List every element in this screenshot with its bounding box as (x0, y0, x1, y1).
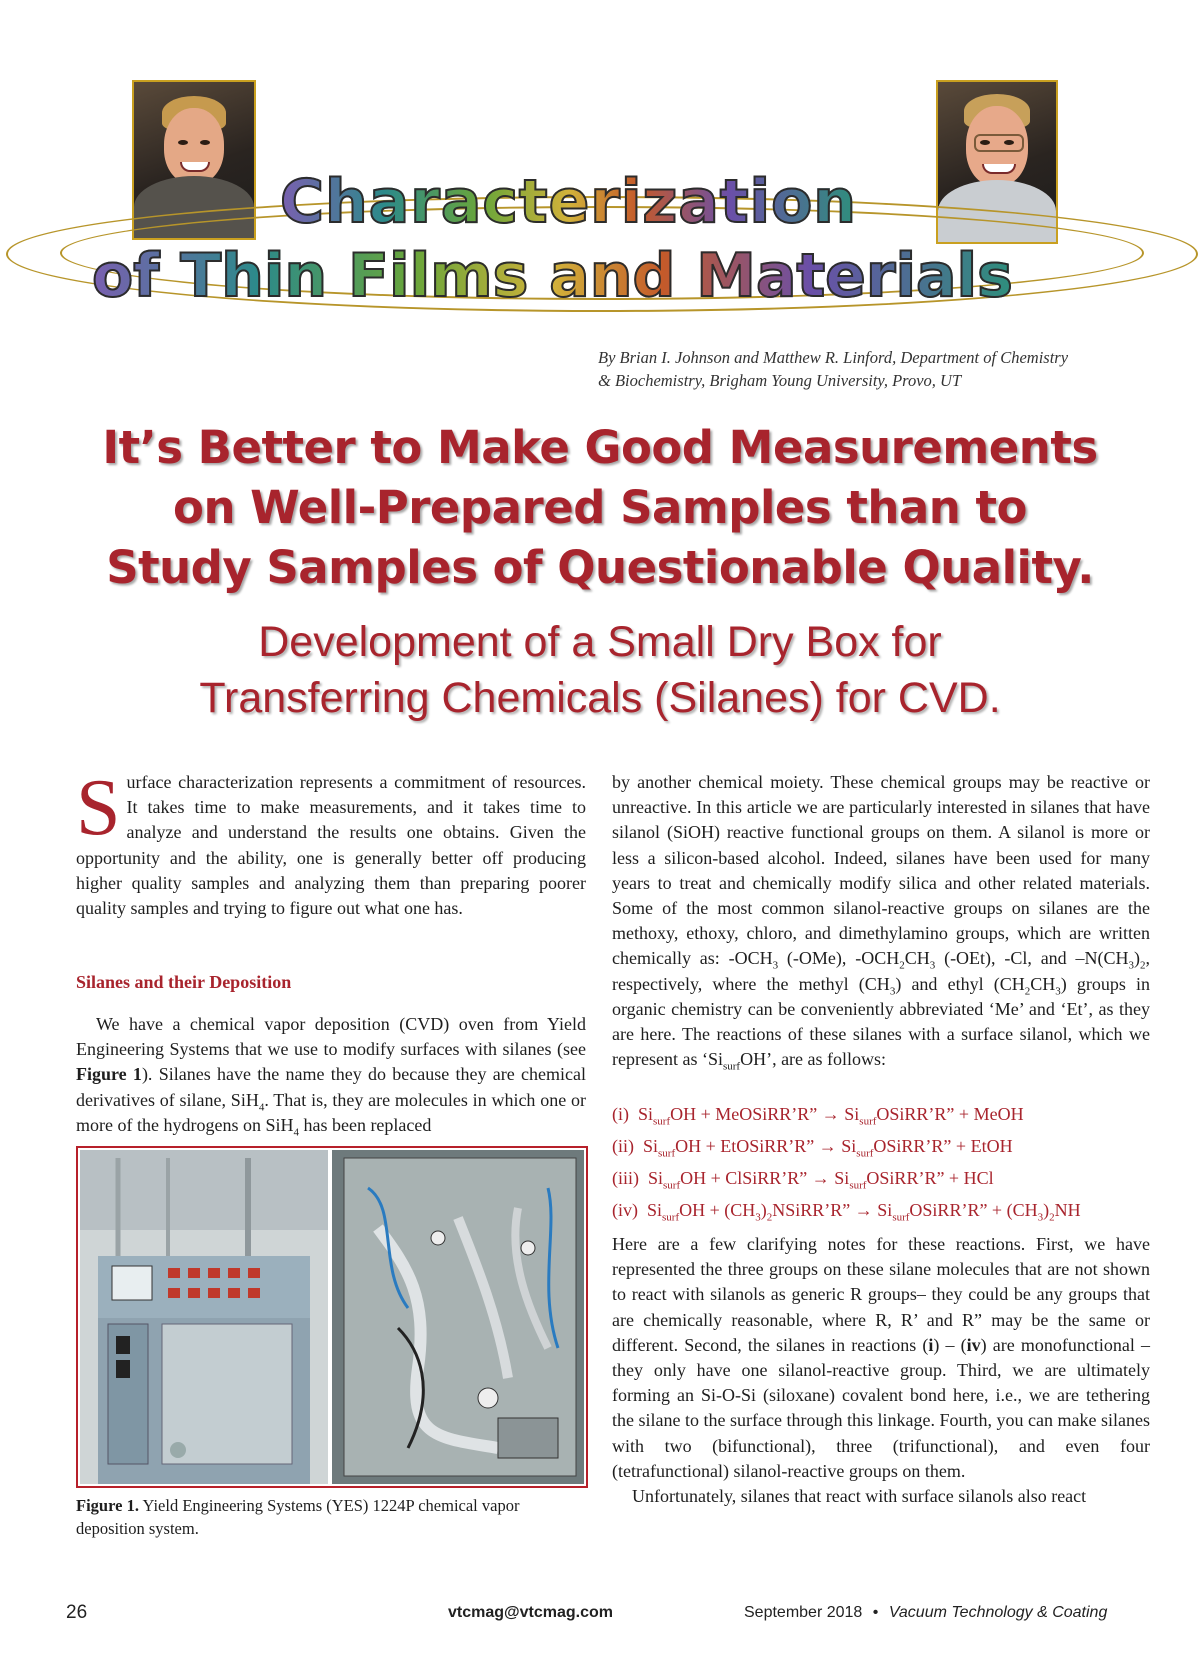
section-heading: Silanes and their Deposition (76, 972, 292, 992)
footer-bullet: • (872, 1604, 879, 1621)
subscript: surf (658, 1147, 676, 1160)
byline-line-1: By Brian I. Johnson and Matthew R. Linford, Department of Chemistry (598, 348, 1069, 367)
subscript: 3 (1037, 1211, 1044, 1224)
reaction-text: OSiRR’R” + HCl (866, 1168, 994, 1188)
figure-reference: Figure 1 (76, 1064, 142, 1085)
subheadline-line-2: Transferring Chemicals (Silanes) for CVD. (199, 674, 1001, 722)
right-column-bottom (612, 1232, 1150, 1509)
glasses-frame (974, 134, 1024, 152)
footer-magazine: Vacuum Technology & Coating (888, 1604, 1108, 1621)
subscript: 3 (755, 1211, 761, 1224)
reaction-text: Si (643, 1136, 659, 1156)
reaction-text: OH + MeOSiRR’R” → Si (670, 1104, 860, 1124)
reaction-text: OH + EtOSiRR’R” → Si (675, 1136, 857, 1156)
reaction-number: (iii) (612, 1168, 639, 1188)
subscript: 2 (1024, 985, 1031, 998)
subscript: 3 (772, 960, 779, 973)
reaction-ref: i (928, 1334, 934, 1355)
subscript: surf (892, 1211, 910, 1224)
cvd-system-photo (78, 1148, 586, 1486)
drop-cap: S (76, 764, 121, 852)
right-column-top (612, 770, 1150, 1072)
reaction-text: ) (1043, 1200, 1050, 1220)
paragraph-text: ) are monofunctional – they only have one silanol-reactive group. Third, we are ultimately forming an Si-O-Si (siloxane) covalent bond here, i.e., we are tethering the silane to the surface through this linkage. Fourth, you can make silanes with two (bifunctional), three (trifunctional), and even four (tetrafunctional) silanol-reactive groups on them. (612, 1334, 1150, 1481)
subscript: 2 (1140, 960, 1146, 973)
subscript: 3 (929, 960, 936, 973)
subheadline-line-1: Development of a Small Dry Box for (258, 618, 942, 666)
reaction-text: Si (638, 1104, 654, 1124)
subscript: surf (653, 1115, 671, 1128)
reaction-text: OSiRR’R” + (CH (909, 1200, 1038, 1220)
headline-line-1: It’s Better to Make Good Measurements (102, 421, 1098, 474)
reaction-text: OH + ClSiRR’R” → Si (680, 1168, 850, 1188)
reaction-iv (612, 1200, 1152, 1224)
paragraph-text: ) (1134, 948, 1140, 969)
reaction-text: Si (648, 1168, 664, 1188)
paragraph-text: by another chemical moiety. These chemical groups may be reactive or unreactive. In this article we are particularly interested in silanes that have silanol (SiOH) reactive functional groups on them. A silanol is more or less a silicon-based alcohol. Indeed, silanes have been used for many years to treat and chemically modify silica and other related materials. Some of the most common silanol-reactive groups on silanes are the methoxy, ethoxy, chloro, and dimethylamino groups, which are written chemically as: -OCH (612, 772, 1150, 969)
paragraph-text: OH’, are as follows: (740, 1049, 887, 1070)
headline-line-2: on Well-Prepared Samples than to (173, 481, 1027, 534)
paragraph-text: ) and ethyl (CH (895, 973, 1025, 994)
reaction-number: (i) (612, 1104, 629, 1124)
paragraph-text: Unfortunately, silanes that react with surface silanols also react (632, 1486, 1087, 1507)
byline (598, 346, 1138, 392)
paragraph-text: ) groups in organic chemistry can be conveniently abbreviated ‘Me’ and ‘Et’, as they are here. The reactions of these silanes with a surface silanol, which we represent as ‘Si (612, 973, 1150, 1070)
subscript: 4 (293, 1126, 299, 1139)
footer-email[interactable]: vtcmag@vtcmag.com (448, 1604, 613, 1621)
paragraph-text: ). Silanes have the name they do because they are chemical derivatives of silane, SiH (76, 1064, 586, 1110)
subscript: surf (849, 1179, 867, 1192)
paragraph-text: We have a chemical vapor deposition (CVD) oven from Yield Engineering Systems that we use to modify surfaces with silanes (see (76, 1014, 586, 1060)
subscript: 3 (1055, 985, 1061, 998)
intro-paragraph: urface characterization represents a commitment of resources. It takes time to make measurements, and it takes time to analyze and understand the results one obtains. Given the opportunity and the ability, one is generally better off producing higher quality samples and analyzing them than preparing poorer quality samples and trying to figure out what one has. (76, 772, 586, 919)
subscript: 2 (1049, 1211, 1055, 1224)
reaction-text: OSiRR’R” + MeOH (876, 1104, 1024, 1124)
subscript: surf (662, 1211, 680, 1224)
reaction-text: OSiRR’R” + EtOH (873, 1136, 1013, 1156)
reaction-text: ) (760, 1200, 767, 1220)
reaction-number: (iv) (612, 1200, 638, 1220)
footer-issue (744, 1604, 1107, 1622)
subscript: 3 (1128, 960, 1134, 973)
reaction-i (612, 1104, 1152, 1128)
reaction-ii (612, 1136, 1152, 1160)
subscript: surf (663, 1179, 681, 1192)
reaction-text: OH + (CH (679, 1200, 756, 1220)
paragraph-text: has been replaced (298, 1114, 432, 1135)
subheadline (40, 614, 1160, 726)
reaction-number: (ii) (612, 1136, 634, 1156)
left-column-intro (76, 764, 586, 921)
reaction-ref: iv (966, 1334, 981, 1355)
byline-line-2: & Biochemistry, Brigham Young University, Provo, UT (598, 371, 962, 390)
paragraph-text: . That is, they are molecules in which one or more of the hydrogens on SiH (76, 1089, 586, 1135)
paragraph-text: , respectively, where the methyl (CH (612, 948, 1150, 994)
left-column-body (76, 1012, 586, 1138)
paragraph-text: (-OEt), -Cl, and –N(CH (935, 948, 1129, 969)
paragraph-text: Here are a few clarifying notes for these reactions. First, we have represented the three groups on these silane molecules that are not shown to react with silanols as generic R groups– they could be any groups that are chemically reasonable, where R, R’ and R” may be the same or different. Second, the silanes in reactions ( (612, 1234, 1150, 1355)
subscript: 4 (258, 1101, 265, 1114)
subscript: 2 (766, 1211, 773, 1224)
figure-label: Figure 1. (76, 1496, 139, 1515)
headline (40, 418, 1160, 598)
paragraph-text: (-OMe), -OCH (778, 948, 900, 969)
figure-1-image (76, 1146, 588, 1488)
paragraph-text: CH (904, 948, 930, 969)
figure-caption (76, 1494, 584, 1540)
masthead-line-2: of Thin Films and Materials (92, 241, 1013, 311)
page-number: 26 (66, 1602, 88, 1623)
masthead-line-1: Characterization (280, 167, 858, 237)
paragraph-text: CH (1030, 973, 1056, 994)
reaction-text: NSiRR’R” → Si (772, 1200, 893, 1220)
reaction-text: NH (1054, 1200, 1081, 1220)
paragraph-text: ) – ( (933, 1334, 967, 1355)
subscript: surf (859, 1115, 877, 1128)
subscript: 3 (889, 985, 896, 998)
reaction-text: Si (647, 1200, 663, 1220)
headline-line-3: Study Samples of Questionable Quality. (106, 541, 1094, 594)
figure-caption-text: Yield Engineering Systems (YES) 1224P chemical vapor deposition system. (76, 1496, 520, 1538)
reaction-iii (612, 1168, 1152, 1192)
subscript: 2 (899, 960, 905, 973)
subscript: surf (856, 1147, 874, 1160)
subscript: surf (722, 1060, 741, 1073)
footer-date: September 2018 (744, 1604, 863, 1621)
